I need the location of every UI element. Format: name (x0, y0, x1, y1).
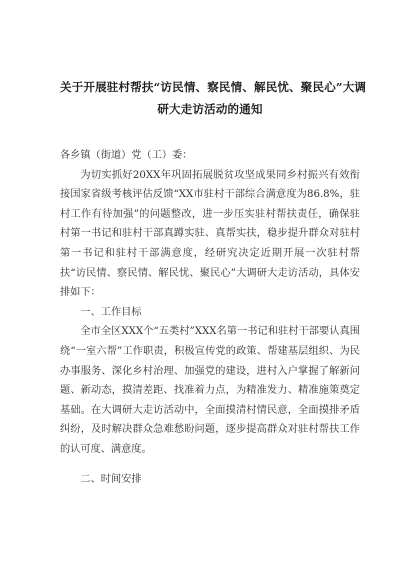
goals-paragraph: 全市全区XXX个“五类村”XXX名第一书记和驻村干部要认真围绕“一室六帮”工作职责，积极宣传党的政策、帮建基层组织、为民办事服务、深化乡村治理、加强党的建设，进村入户掌握了解新问题、新动态，摸清差距、找准着力点，为精准发力、精准施策奠定基础。在大调研大走访活动中，全面摸清村情民意，全面摸排矛盾纠纷，及时解决群众急难愁盼问题，逐步提高群众对驻村帮扶工作的认可度、满意度。 (60, 326, 360, 455)
salutation: 各乡镇（街道）党（工）委： (60, 150, 193, 161)
section-heading-goals: 一、工作目标 (80, 306, 142, 318)
intro-paragraph: 为切实抓好20XX年巩固拓展脱贫攻坚成果同乡村振兴有效衔接国家省级考核评估反馈“XX市驻村干部综合满意度为86.8%，驻村工作有待加强”的问题整改，进一步压实驻村帮扶责任，确保驻村第一书记和驻村干部真蹲实驻、真帮实扶，稳步提升群众对驻村第一书记和驻村干部满意度，经研究决定近期开展一次驻村帮扶“访民情、察民情、解民忧、聚民心”大调研大走访活动，具体安排如下： (60, 169, 360, 299)
document-body (60, 146, 360, 489)
title-line-1: 关于开展驻村帮扶“访民情、察民情、解民忧、聚民心”大调 (60, 80, 367, 94)
section-heading-schedule: 二、时间安排 (80, 473, 142, 485)
document-title (60, 76, 367, 120)
title-line-2: 研大走访活动的通知 (157, 102, 263, 116)
